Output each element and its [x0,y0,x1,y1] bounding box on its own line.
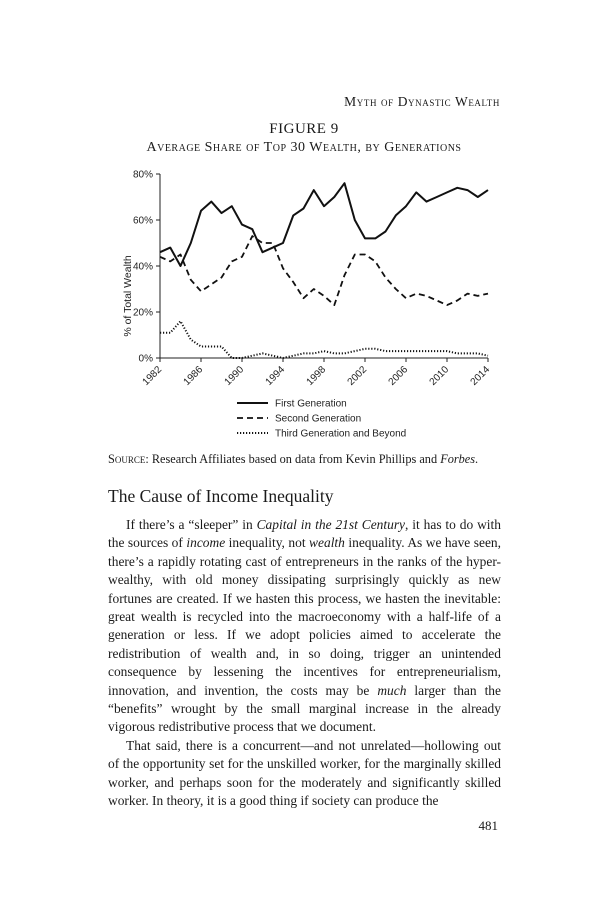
text-run: That said, there is a concurrent—and not unrelated—hollowing out of the opportunity set for the unskilled worker, for the marginally skilled worker, and perhaps soon for the moderately and significantly skilled worker. In theory, it is a good thing if society can produce the [108,737,501,809]
y-tick-label: 60% [132,215,153,227]
text-run: inequality. As we have seen, there’s a rapidly rotating cast of entrepreneurs in the ranks of the hyper-wealthy, with old money dissipating surprisingly quickly as new fortunes are created. If we hasten this process, we hasten the inevitable: great wealth is recycled into the macroeconomy with a half-life of a generation or less. If we adopt policies aimed to accelerate the redistribution of wealth and, in so doing, trigger an unintended consequence by lessening the incentives for entrepreneurialism, innovation, and invention, the costs may be [108,535,501,698]
y-tick-label: 0% [138,353,153,365]
source-text: Research Affiliates based on data from Kevin Phillips and [148,452,441,466]
legend-label: Second Generation [275,413,362,425]
y-tick-label: 80% [132,169,153,181]
text-run: , it has to do with the sources of [108,517,501,551]
section-heading: The Cause of Income Inequality [108,486,334,506]
series-layer [160,183,488,358]
line-chart [100,160,510,450]
series-line-third-generation-and-beyond [160,321,488,358]
x-tick-label: 1990 [222,364,247,388]
legend-label: First Generation [275,398,347,410]
source-end: . [475,452,479,466]
paragraph [108,516,501,737]
page-number: 481 [478,818,498,833]
chart-legend [237,399,406,440]
figure-title: Average Share of Top 30 Wealth, by Generations [146,140,462,155]
x-tick-label: 1982 [140,364,165,388]
figure-source [108,452,503,467]
x-tick-label: 2010 [427,364,452,388]
x-tick-label: 2014 [468,364,493,388]
source-italic: Forbes [440,452,476,466]
chart-axes [133,170,492,388]
x-tick-label: 2002 [345,364,370,388]
series-line-second-generation [160,236,488,305]
y-tick-label: 20% [132,307,153,319]
x-tick-label: 1986 [181,364,206,388]
x-tick-label: 2006 [386,364,411,388]
italic-run: much [377,682,407,698]
y-axis-label: % of Total Wealth [122,255,134,337]
x-tick-label: 1994 [263,364,288,388]
body-text [108,516,501,811]
paragraph [108,737,501,811]
italic-run: wealth [309,535,345,551]
text-run: larger than the “benefits” wrought by the small marginal increase in the already vigorous redistributive process that we document. [108,682,501,735]
running-head: Myth of Dynastic Wealth [344,94,500,109]
text-run: inequality, not [225,535,310,551]
x-tick-label: 1998 [304,364,329,388]
source-label: Source: [108,452,149,466]
italic-run: income [186,535,226,551]
legend-label: Third Generation and Beyond [275,428,407,440]
figure-label: FIGURE 9 [269,121,339,137]
series-line-first-generation [160,183,488,266]
y-tick-label: 40% [132,261,153,273]
text-run: If there’s a “sleeper” in [126,517,257,532]
italic-run: Capital in the 21st Century [256,517,406,532]
